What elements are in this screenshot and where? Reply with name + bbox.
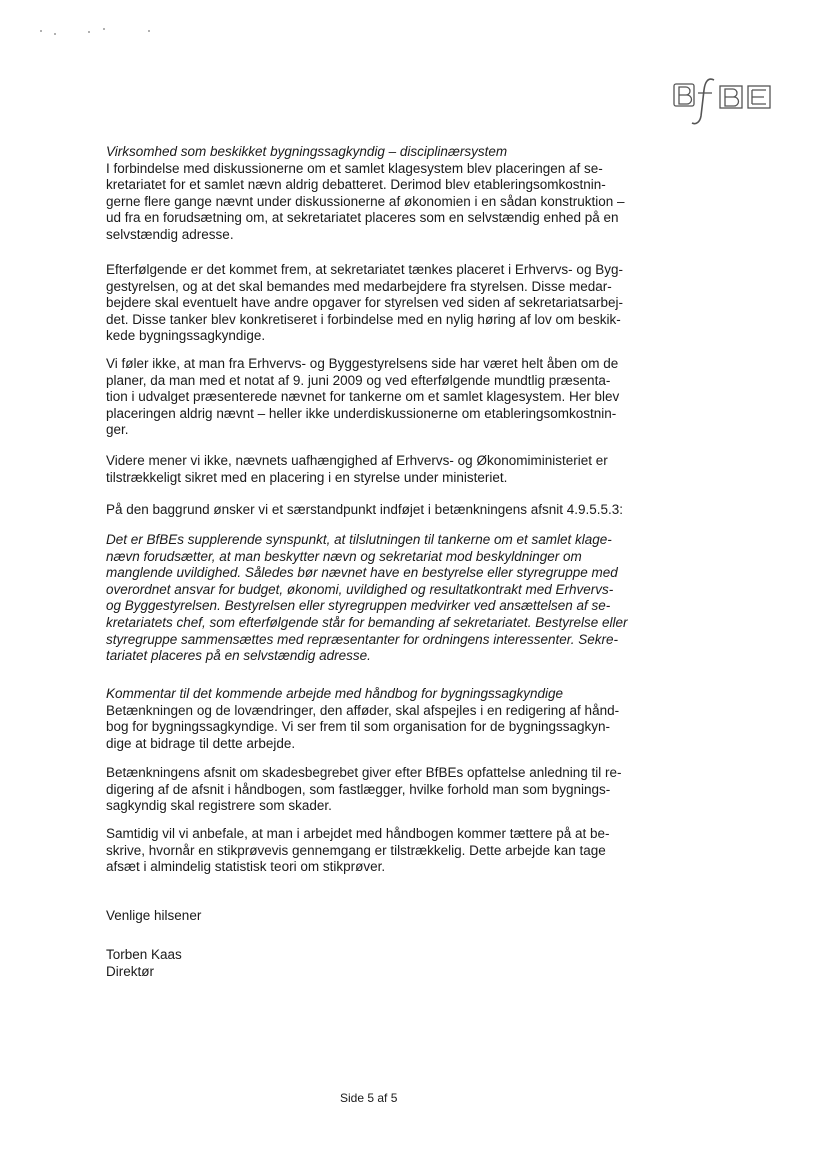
text-line: Torben Kaas [106, 947, 182, 962]
text-line: styregruppe sammensættes med repræsentanter for ordningens interessenter. Sekre- [106, 631, 618, 647]
text-line: manglende uvildighed. Således bør nævnet have en bestyrelse eller styregruppe med [106, 565, 618, 581]
closing-greeting [106, 908, 201, 925]
scan-speck [148, 30, 150, 32]
text-line: planer, da man med et notat af 9. juni 2009 og ved efterfølgende mundtlig præsenta- [106, 372, 611, 388]
text-line: Vi føler ikke, at man fra Erhvervs- og Byggestyrelsens side har været helt åben om de [106, 356, 619, 371]
paragraph-special-position [106, 502, 623, 519]
text-line: digering af de afsnit i håndbogen, som fastlægger, hvilke forhold man som bygnings- [106, 781, 611, 797]
text-line: Direktør [106, 963, 154, 979]
paragraph-openness [106, 356, 619, 439]
text-line: placeringen aldrig nævnt – heller ikke underdiskussionerne om etableringsomkostnin- [106, 405, 617, 421]
text-line: skrive, hvornår en stikprøvevis gennemgang er tilstrækkelig. Dette arbejde kan tage [106, 842, 606, 858]
section-heading: Virksomhed som beskikket bygningssagkyndig – disciplinærsystem [106, 144, 508, 159]
scan-speck [103, 28, 105, 30]
signature-block [106, 947, 182, 980]
text-line: bejdere skal eventuelt have andre opgaver for styrelsen ved siden af sekretariatsarbej- [106, 295, 624, 311]
text-line: ud fra en forudsætning om, at sekretariatet placeres som en selvstændig enhed på en [106, 210, 619, 226]
scan-speck [88, 31, 90, 33]
paragraph-damage-concept [106, 765, 622, 815]
text-line: tilstrækkeligt sikret med en placering i en styrelse under ministeriet. [106, 469, 508, 485]
scan-speck [40, 30, 42, 32]
paragraph-independence [106, 453, 608, 486]
text-line: I forbindelse med diskussionerne om et samlet klagesystem blev placeringen af se- [106, 160, 603, 176]
text-line: Det er BfBEs supplerende synspunkt, at tilslutningen til tankerne om et samlet klage- [106, 532, 612, 547]
text-line: kretariatet for et samlet nævn aldrig debatteret. Derimod blev etableringsomkostnin- [106, 177, 606, 193]
page-number: Side 5 af 5 [340, 1091, 398, 1105]
section-heading: Kommentar til det kommende arbejde med håndbog for bygningssagkyndige [106, 686, 564, 701]
text-line: tariatet placeres på en selvstændig adresse. [106, 648, 371, 664]
text-line: Betænkningens afsnit om skadesbegrebet giver efter BfBEs opfattelse anledning til re- [106, 765, 622, 780]
bfbe-logo [672, 76, 784, 126]
text-line: nævn forudsætter, at man beskytter nævn og sekretariat mod beskyldninger om [106, 548, 582, 564]
text-line: gerne flere gange nævnt under diskussionerne af økonomien i en sådan konstruktion – [106, 193, 625, 209]
text-line: det. Disse tanker blev konkretiseret i forbindelse med en nylig høring af lov om beskik- [106, 311, 621, 327]
text-line: På den baggrund ønsker vi et særstandpunkt indføjet i betænkningens afsnit 4.9.5.5.3: [106, 502, 624, 517]
quote-special-position [106, 532, 628, 665]
text-line: Betænkningen og de lovændringer, den afføder, skal afspejles i en redigering af hånd- [106, 702, 620, 718]
text-line: gestyrelsen, og at det skal bemandes med medarbejdere fra styrelsen. Disse medar- [106, 278, 612, 294]
text-line: ger. [106, 422, 129, 438]
text-line: tion i udvalget præsenterede nævnet for tankerne om et samlet klagesystem. Her blev [106, 389, 620, 405]
text-line: Efterfølgende er det kommet frem, at sekretariatet tænkes placeret i Erhvervs- og Byg- [106, 262, 623, 277]
paragraph-secretariat-placement [106, 262, 623, 345]
text-line: sagkyndig skal registrere som skader. [106, 798, 332, 814]
text-line: Samtidig vil vi anbefale, at man i arbejdet med håndbogen kommer tættere på at be- [106, 826, 610, 841]
section-handbook-comment [106, 686, 619, 752]
text-line: kretariatets chef, som efterfølgende står for bemanding af sekretariatet. Bestyrelse eller [106, 614, 628, 630]
text-line: og Byggestyrelsen. Bestyrelsen eller styregruppen medvirker ved ansættelsen af se- [106, 598, 611, 614]
text-line: Venlige hilsener [106, 908, 202, 923]
text-line: bog for bygningssagkyndige. Vi ser frem til som organisation for de bygningssagkyn- [106, 719, 611, 735]
paragraph-sampling [106, 826, 610, 876]
text-line: selvstændig adresse. [106, 226, 234, 242]
section-disciplinary-system [106, 144, 625, 244]
text-line: overordnet ansvar for budget, økonomi, uvildighed og resultatkontrakt med Erhvervs- [106, 581, 614, 597]
text-line: dige at bidrage til dette arbejde. [106, 735, 296, 751]
scan-speck [54, 33, 56, 35]
text-line: afsæt i almindelig statistisk teori om stikprøver. [106, 859, 386, 875]
text-line: kede bygningssagkyndige. [106, 328, 266, 344]
text-line: Videre mener vi ikke, nævnets uafhængighed af Erhvervs- og Økonomiministeriet er [106, 453, 608, 468]
